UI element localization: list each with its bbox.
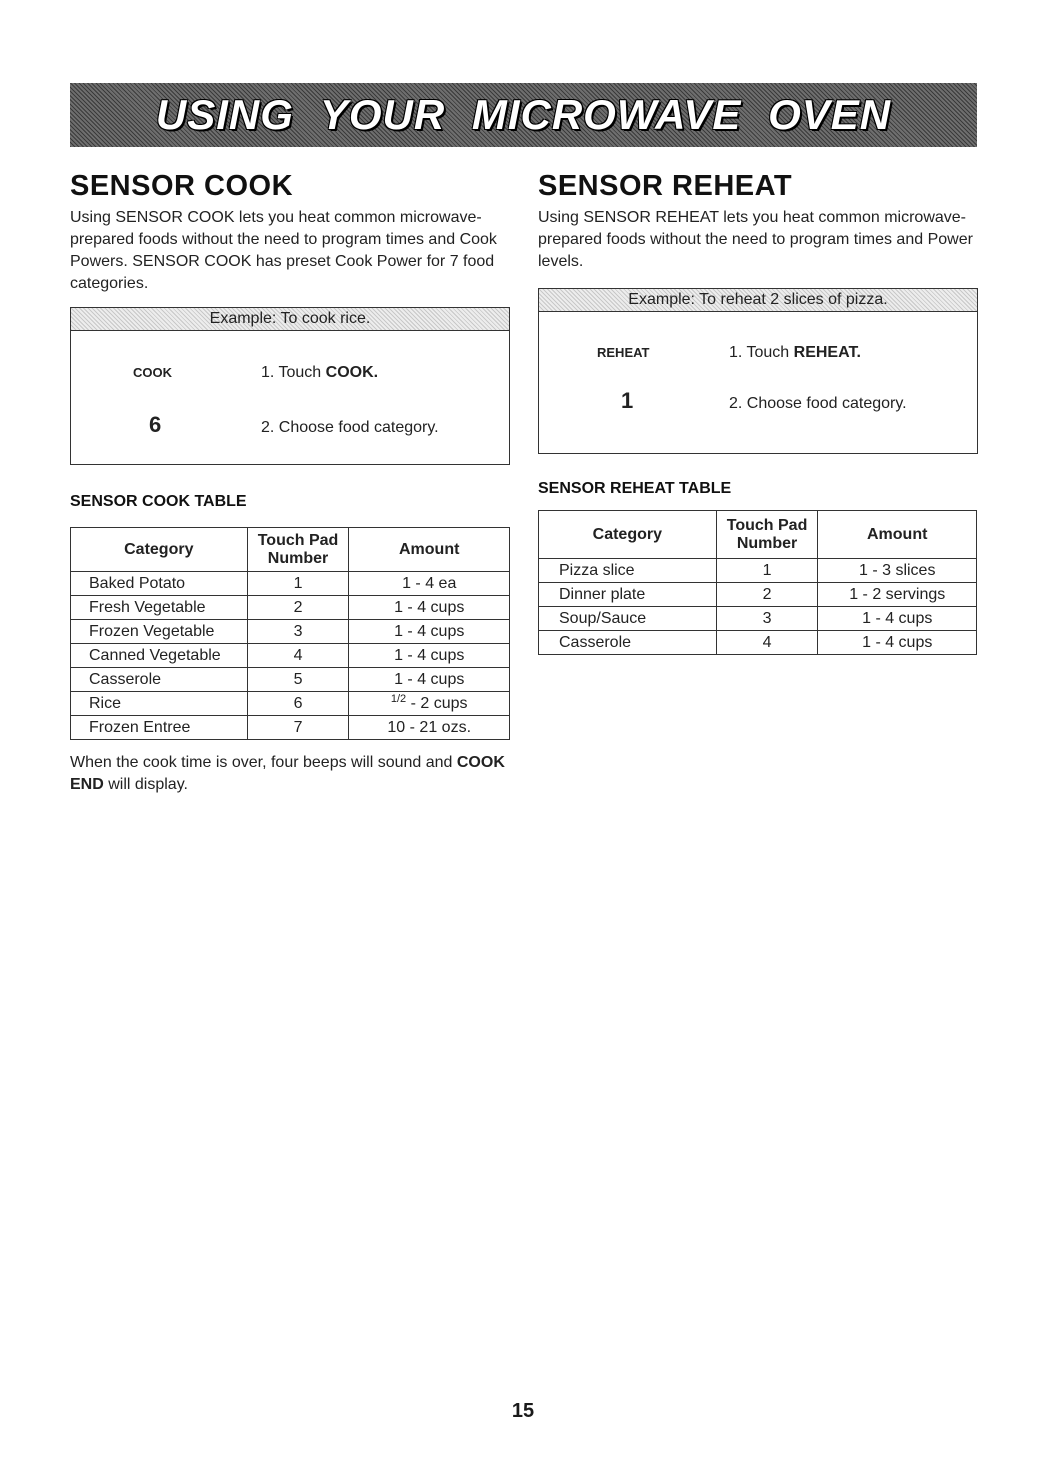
sensor-cook-table bbox=[70, 527, 510, 740]
cell-amount: 1 - 4 cups bbox=[349, 644, 510, 668]
cell-category: Frozen Vegetable bbox=[71, 620, 248, 644]
cell-amount: 10 - 21 ozs. bbox=[349, 716, 510, 740]
cell-category: Pizza slice bbox=[539, 559, 717, 583]
sensor-cook-table-title: SENSOR COOK TABLE bbox=[70, 493, 247, 510]
sensor-reheat-table-title: SENSOR REHEAT TABLE bbox=[538, 480, 732, 497]
sensor-reheat-step-2 bbox=[539, 388, 977, 414]
cell-amount: 1 - 4 ea bbox=[349, 572, 510, 596]
col-header-touch-pad: Touch Pad Number bbox=[247, 528, 349, 572]
table-row bbox=[71, 692, 510, 716]
cell-category: Canned Vegetable bbox=[71, 644, 248, 668]
sensor-reheat-intro: Using SENSOR REHEAT lets you heat common microwave-prepared foods without the need to program times and Power levels. bbox=[538, 209, 973, 270]
banner-title: USING YOUR MICROWAVE OVEN bbox=[155, 91, 892, 138]
sensor-cook-footer bbox=[70, 752, 510, 796]
cell-number: 4 bbox=[716, 631, 818, 655]
sensor-cook-example-box bbox=[70, 307, 510, 465]
cell-amount: 1 - 4 cups bbox=[818, 607, 977, 631]
step-bold: COOK. bbox=[325, 364, 379, 381]
cell-amount: 1 - 2 servings bbox=[818, 583, 977, 607]
cell-category: Frozen Entree bbox=[71, 716, 248, 740]
sensor-reheat-section bbox=[538, 168, 978, 655]
sensor-reheat-step-1 bbox=[539, 344, 977, 362]
sensor-reheat-table bbox=[538, 510, 977, 655]
footer-text: When the cook time is over, four beeps will sound and bbox=[70, 754, 457, 771]
cell-category: Fresh Vegetable bbox=[71, 596, 248, 620]
cell-number: 1 bbox=[716, 559, 818, 583]
cell-category: Casserole bbox=[539, 631, 717, 655]
amount-rest: - 2 cups bbox=[406, 695, 468, 712]
cell-number: 7 bbox=[247, 716, 349, 740]
col-header-touch-pad: Touch Pad Number bbox=[716, 511, 818, 559]
sensor-cook-step-2-text bbox=[261, 419, 439, 437]
sensor-cook-intro: Using SENSOR COOK lets you heat common microwave-prepared foods without the need to program times and Cook Powers. SENSOR COOK has preset Cook Power for 7 food categories. bbox=[70, 209, 497, 292]
footer-bold: COOK END bbox=[70, 754, 505, 793]
col-header-category: Category bbox=[539, 511, 717, 559]
reheat-key-label: REHEAT bbox=[597, 345, 650, 360]
table-row bbox=[71, 620, 510, 644]
step-prefix: 2. Choose food category. bbox=[729, 395, 907, 412]
step-prefix: 2. Choose food category. bbox=[261, 419, 439, 436]
table-row bbox=[71, 644, 510, 668]
step-prefix: 1. Touch bbox=[729, 344, 794, 361]
sensor-reheat-example-box bbox=[538, 288, 978, 454]
page-number: 15 bbox=[511, 1400, 535, 1422]
table-row bbox=[71, 572, 510, 596]
table-row bbox=[539, 559, 977, 583]
number-key-label: 6 bbox=[149, 412, 162, 437]
sensor-cook-section bbox=[70, 168, 510, 796]
cell-category: Casserole bbox=[71, 668, 248, 692]
cell-amount: 1 - 4 cups bbox=[349, 668, 510, 692]
cook-key-label: COOK bbox=[133, 365, 172, 380]
cell-number: 6 bbox=[247, 692, 349, 716]
footer-end: will display. bbox=[103, 776, 188, 793]
col-header-amount: Amount bbox=[818, 511, 977, 559]
table-row bbox=[71, 716, 510, 740]
cell-category: Baked Potato bbox=[71, 572, 248, 596]
cell-category: Dinner plate bbox=[539, 583, 717, 607]
step-prefix: 1. Touch bbox=[261, 364, 326, 381]
cell-number: 5 bbox=[247, 668, 349, 692]
cell-amount: 1 - 4 cups bbox=[818, 631, 977, 655]
sensor-reheat-step-2-text bbox=[729, 395, 907, 413]
cell-category: Soup/Sauce bbox=[539, 607, 717, 631]
cell-number: 4 bbox=[247, 644, 349, 668]
page-banner bbox=[70, 83, 977, 147]
cell-amount: 1 - 4 cups bbox=[349, 596, 510, 620]
cell-number: 3 bbox=[247, 620, 349, 644]
cell-number: 3 bbox=[716, 607, 818, 631]
table-row bbox=[71, 668, 510, 692]
amount-fraction: 1/2 bbox=[390, 693, 407, 705]
table-row bbox=[71, 596, 510, 620]
sensor-reheat-step-1-text bbox=[729, 344, 861, 362]
cell-number: 1 bbox=[247, 572, 349, 596]
cell-amount: 1 - 3 slices bbox=[818, 559, 977, 583]
col-header-amount: Amount bbox=[349, 528, 510, 572]
table-row bbox=[539, 607, 977, 631]
sensor-cook-step-1-text bbox=[261, 364, 378, 382]
sensor-cook-example-title: Example: To cook rice. bbox=[71, 308, 509, 331]
sensor-reheat-example-title: Example: To reheat 2 slices of pizza. bbox=[539, 289, 977, 312]
cell-number: 2 bbox=[247, 596, 349, 620]
step-bold: REHEAT. bbox=[793, 344, 861, 361]
cell-number: 2 bbox=[716, 583, 818, 607]
col-header-category: Category bbox=[71, 528, 248, 572]
table-row bbox=[539, 631, 977, 655]
table-row bbox=[539, 583, 977, 607]
sensor-cook-step-2 bbox=[71, 412, 509, 438]
cell-category: Rice bbox=[71, 692, 248, 716]
sensor-reheat-heading: SENSOR REHEAT bbox=[538, 170, 793, 202]
cell-amount bbox=[349, 692, 510, 716]
sensor-cook-step-1 bbox=[71, 364, 509, 382]
number-key-label: 1 bbox=[621, 388, 634, 413]
cell-amount: 1 - 4 cups bbox=[349, 620, 510, 644]
sensor-cook-heading: SENSOR COOK bbox=[70, 170, 294, 202]
